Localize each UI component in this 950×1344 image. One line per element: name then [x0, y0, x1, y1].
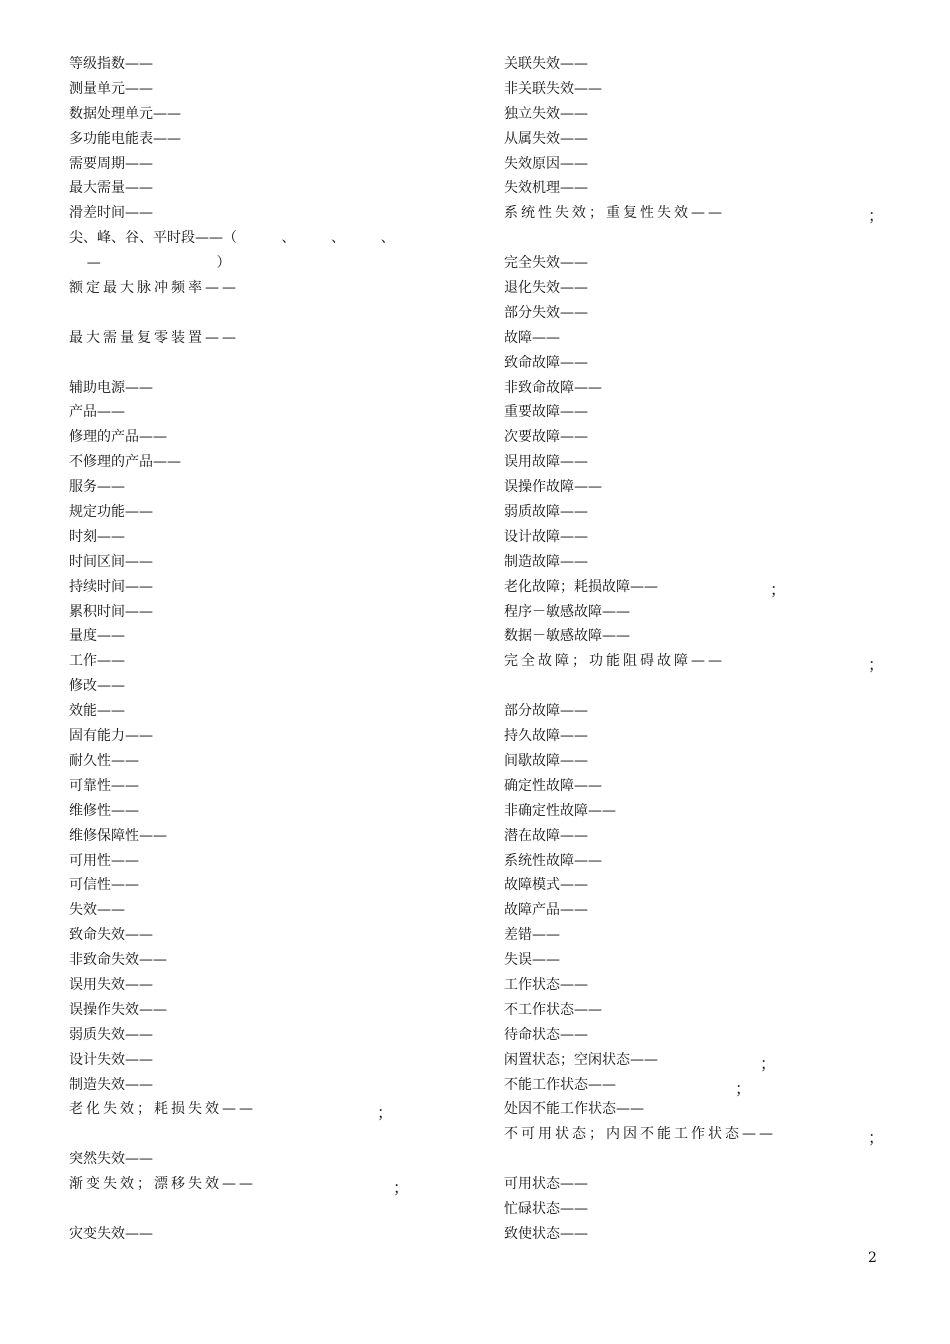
- term-entry: 致命失效——: [69, 927, 153, 944]
- left-term-column: [69, 52, 449, 1247]
- term-entry: 数据处理单元——: [69, 105, 181, 122]
- term-entry: — ）: [69, 255, 231, 272]
- term-entry: 制造失效——: [69, 1076, 153, 1093]
- term-entry: 部分失效——: [504, 304, 588, 321]
- term-entry: 维修保障性——: [69, 827, 167, 844]
- page-number: 2: [868, 1250, 877, 1266]
- term-entry: 失效机理——: [504, 180, 588, 197]
- term-entry: 可靠性——: [69, 777, 139, 794]
- term-entry: 突然失效——: [69, 1151, 153, 1168]
- term-entry: 程序－敏感故障——: [504, 603, 630, 620]
- term-entry: [69, 1122, 449, 1147]
- term-entry: 非致命失效——: [69, 952, 167, 969]
- term-entry: 非确定性故障——: [504, 802, 616, 819]
- term-entry: 尖、峰、谷、平时段——（ 、 、 、: [69, 230, 395, 247]
- term-entry: 不能工作状态——: [504, 1076, 616, 1093]
- semicolon-mark: ；: [393, 1178, 410, 1197]
- term-entry: 最大需量复零装置——: [69, 329, 239, 346]
- term-entry: 失效——: [69, 902, 125, 919]
- term-entry: 可用状态——: [504, 1176, 588, 1193]
- term-entry: 误操作失效——: [69, 1001, 167, 1018]
- term-entry: 老化故障；耗损故障——: [504, 578, 658, 595]
- semicolon-mark: ；: [868, 1128, 885, 1147]
- term-entry: 修理的产品——: [69, 429, 167, 446]
- term-entry: 完全失效——: [504, 255, 588, 272]
- term-entry: 重要故障——: [504, 404, 588, 421]
- term-entry: 时刻——: [69, 528, 125, 545]
- term-entry: 弱质失效——: [69, 1026, 153, 1043]
- term-entry: 非致命故障——: [504, 379, 602, 396]
- term-entry: 产品——: [69, 404, 125, 421]
- term-entry: 系统性故障——: [504, 852, 602, 869]
- term-entry: 确定性故障——: [504, 777, 602, 794]
- semicolon-mark: ；: [868, 206, 885, 225]
- term-entry: 闲置状态；空闲状态——: [504, 1051, 658, 1068]
- term-entry: 效能——: [69, 703, 125, 720]
- term-entry: 持久故障——: [504, 728, 588, 745]
- term-entry: 时间区间——: [69, 553, 153, 570]
- term-entry: 退化失效——: [504, 280, 588, 297]
- term-entry: 故障——: [504, 329, 560, 346]
- semicolon-mark: ；: [377, 1103, 394, 1122]
- term-entry: 故障产品——: [504, 902, 588, 919]
- term-entry: 失效原因——: [504, 155, 588, 172]
- term-entry: 多功能电能表——: [69, 130, 181, 147]
- term-entry: 服务——: [69, 479, 125, 496]
- term-entry: 误用故障——: [504, 454, 588, 471]
- term-entry: 误用失效——: [69, 976, 153, 993]
- term-entry: 固有能力——: [69, 728, 153, 745]
- term-entry: [504, 1147, 884, 1172]
- term-entry: 待命状态——: [504, 1026, 588, 1043]
- term-entry: 可信性——: [69, 877, 139, 894]
- term-entry: 致使状态——: [504, 1225, 588, 1242]
- term-entry: 失误——: [504, 952, 560, 969]
- semicolon-mark: ；: [868, 655, 885, 674]
- term-entry: [504, 674, 884, 699]
- term-entry: 完全故障；功能阻碍故障——: [504, 653, 725, 670]
- term-entry: 次要故障——: [504, 429, 588, 446]
- term-entry: [504, 226, 884, 251]
- term-entry: 工作——: [69, 653, 125, 670]
- term-entry: 差错——: [504, 927, 560, 944]
- term-entry: 老化失效；耗损失效——: [69, 1101, 256, 1118]
- term-entry: 处因不能工作状态——: [504, 1101, 644, 1118]
- term-entry: 累积时间——: [69, 603, 153, 620]
- term-entry: 可用性——: [69, 852, 139, 869]
- term-entry: 忙碌状态——: [504, 1200, 588, 1217]
- term-entry: 故障模式——: [504, 877, 588, 894]
- term-entry: 持续时间——: [69, 578, 153, 595]
- term-entry: 需要周期——: [69, 155, 153, 172]
- term-entry: 非关联失效——: [504, 80, 602, 97]
- term-entry: 间歇故障——: [504, 752, 588, 769]
- term-entry: 等级指数——: [69, 56, 153, 72]
- term-entry: 部分故障——: [504, 703, 588, 720]
- term-entry: 误操作故障——: [504, 479, 602, 496]
- term-entry: 弱质故障——: [504, 504, 588, 521]
- term-entry: 致命故障——: [504, 354, 588, 371]
- term-entry: 灾变失效——: [69, 1225, 153, 1242]
- term-entry: 数据－敏感故障——: [504, 628, 630, 645]
- term-entry: 不修理的产品——: [69, 454, 181, 471]
- term-entry: 关联失效——: [504, 56, 588, 72]
- term-entry: 不可用状态；内因不能工作状态——: [504, 1126, 776, 1143]
- term-entry: 修改——: [69, 678, 125, 695]
- term-entry: 额定最大脉冲频率——: [69, 280, 239, 297]
- term-entry: 辅助电源——: [69, 379, 153, 396]
- term-entry: 独立失效——: [504, 105, 588, 122]
- term-entry: [69, 351, 449, 376]
- term-entry: 渐变失效；漂移失效——: [69, 1176, 256, 1193]
- right-term-column: [504, 52, 884, 1247]
- term-entry: 设计故障——: [504, 528, 588, 545]
- term-entry: 测量单元——: [69, 80, 153, 97]
- term-entry: 耐久性——: [69, 752, 139, 769]
- semicolon-mark: ；: [760, 1054, 777, 1073]
- term-entry: 系统性失效；重复性失效——: [504, 205, 725, 222]
- term-entry: 维修性——: [69, 802, 139, 819]
- term-entry: 规定功能——: [69, 504, 153, 521]
- term-entry: [69, 1197, 449, 1222]
- semicolon-mark: ；: [770, 580, 787, 599]
- term-entry: 量度——: [69, 628, 125, 645]
- term-entry: [69, 301, 449, 326]
- term-entry: 不工作状态——: [504, 1001, 602, 1018]
- term-entry: 制造故障——: [504, 553, 588, 570]
- semicolon-mark: ；: [735, 1079, 752, 1098]
- term-entry: 从属失效——: [504, 130, 588, 147]
- term-entry: 最大需量——: [69, 180, 153, 197]
- term-entry: 设计失效——: [69, 1051, 153, 1068]
- term-entry: 工作状态——: [504, 976, 588, 993]
- term-entry: 滑差时间——: [69, 205, 153, 222]
- term-entry: 潜在故障——: [504, 827, 588, 844]
